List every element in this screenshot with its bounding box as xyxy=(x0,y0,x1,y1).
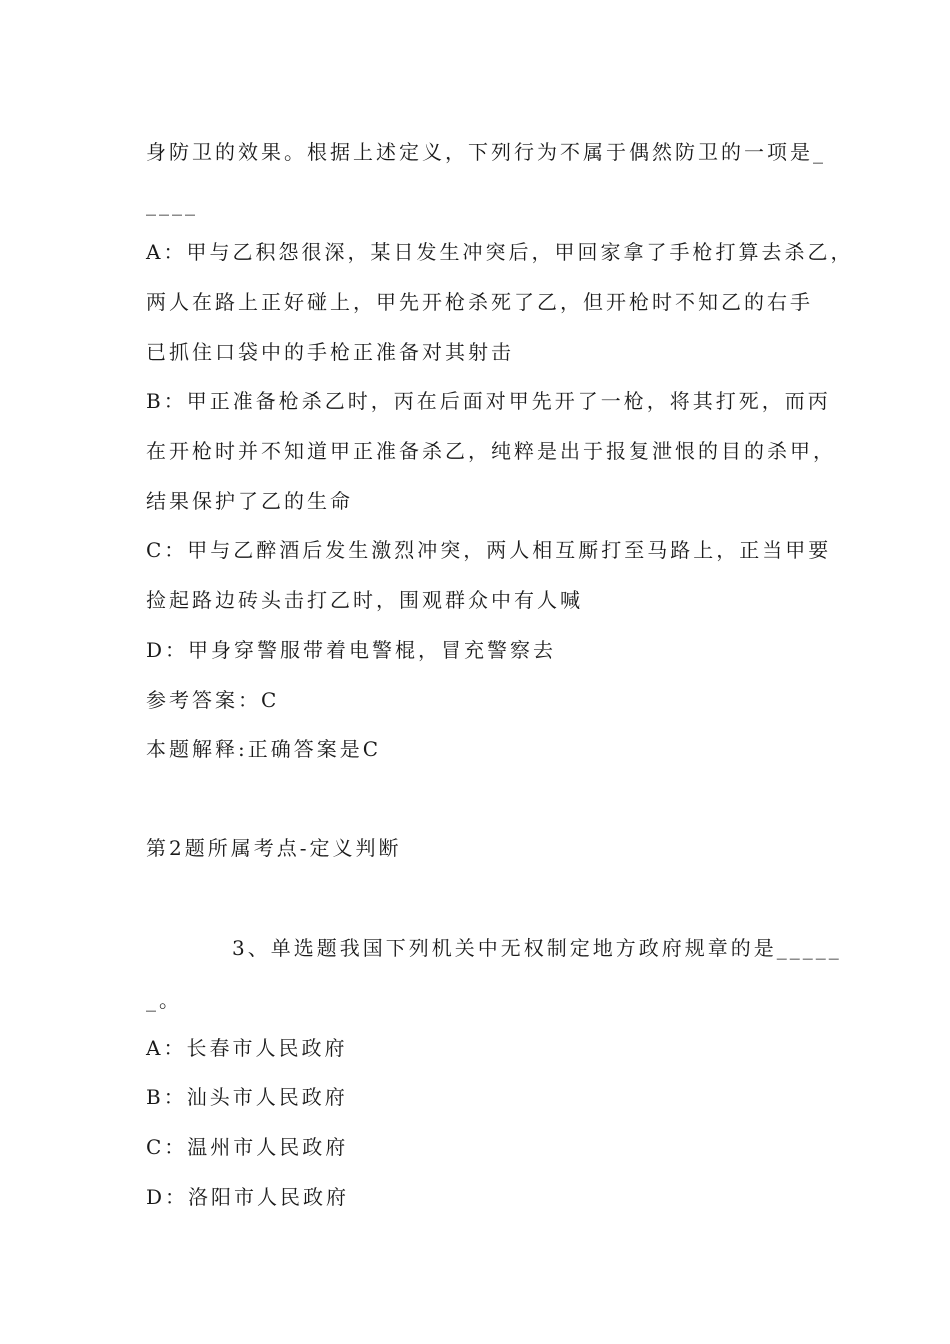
q2-knowledge-point: 第2题所属考点-定义判断 xyxy=(146,836,402,860)
q2-option-a-line-1: A：甲与乙积怨很深，某日发生冲突后，甲回家拿了手枪打算去杀乙， xyxy=(146,240,854,264)
q2-option-b-line-3: 结果保护了乙的生命 xyxy=(146,489,353,513)
q2-option-a-line-2: 两人在路上正好碰上，甲先开枪杀死了乙，但开枪时不知乙的右手 xyxy=(146,290,813,314)
q2-option-b-line-1: B：甲正准备枪杀乙时，丙在后面对甲先开了一枪，将其打死，而丙 xyxy=(146,389,831,413)
q3-option-d: D：洛阳市人民政府 xyxy=(146,1185,350,1209)
q2-answer: 参考答案：C xyxy=(146,688,280,712)
q2-option-b-line-2: 在开枪时并不知道甲正准备杀乙，纯粹是出于报复泄恨的目的杀甲， xyxy=(146,439,836,463)
q3-option-b: B：汕头市人民政府 xyxy=(146,1085,348,1109)
q2-option-c-line-1: C：甲与乙醉酒后发生激烈冲突，两人相互厮打至马路上，正当甲要 xyxy=(146,538,832,562)
q2-stem-end: 身防卫的效果。根据上述定义，下列行为不属于偶然防卫的一项是_ xyxy=(146,140,826,164)
q2-explanation: 本题解释:正确答案是C xyxy=(146,737,382,761)
q2-option-a-line-3: 已抓住口袋中的手枪正准备对其射击 xyxy=(146,340,514,364)
q2-option-c-line-2: 捡起路边砖头击打乙时，围观群众中有人喊 xyxy=(146,588,583,612)
q3-option-a: A：长春市人民政府 xyxy=(146,1036,348,1060)
q2-option-d-line-1: D：甲身穿警服带着电警棍，冒充警察去 xyxy=(146,638,557,662)
q3-option-c: C：温州市人民政府 xyxy=(146,1135,349,1159)
q3-stem-tail: _。 xyxy=(146,988,182,1012)
q3-stem: 3、单选题我国下列机关中无权制定地方政府规章的是_____ xyxy=(232,936,842,960)
q2-stem-blank: ____ xyxy=(146,192,198,216)
